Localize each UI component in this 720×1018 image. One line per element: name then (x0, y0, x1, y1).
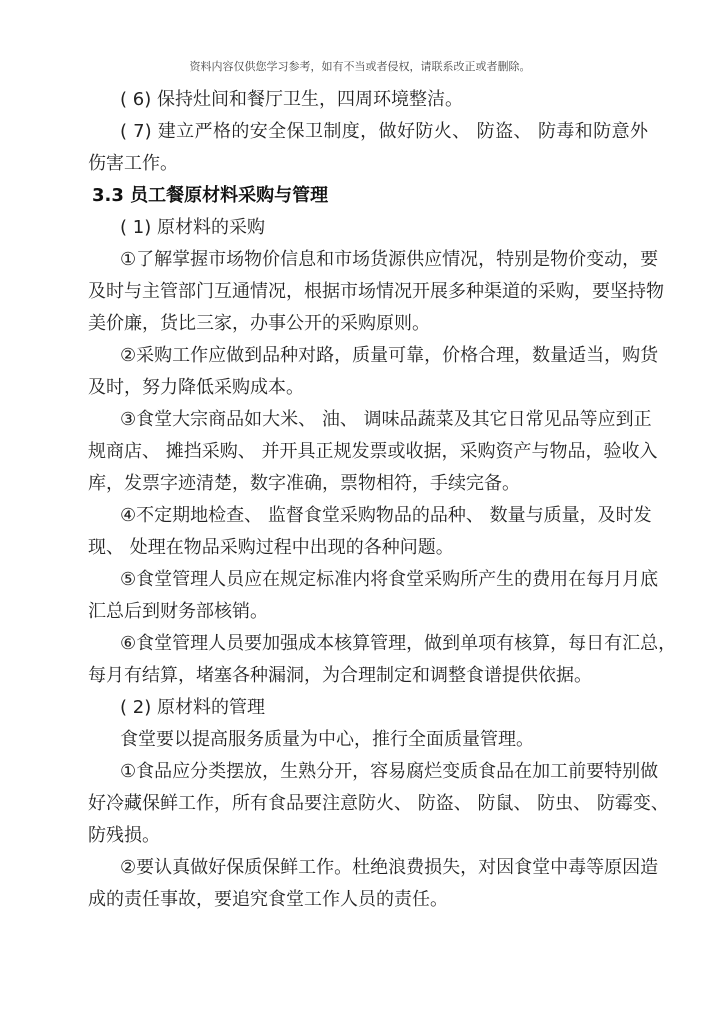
text-line: ③食堂大宗商品如大米、 油、 调味品蔬菜及其它日常见品等应到正 (120, 409, 652, 430)
text-line: ②采购工作应做到品种对路，质量可靠，价格合理，数量适当，购货 (120, 345, 659, 366)
paragraph (88, 852, 659, 916)
heading-text: 3.3 员工餐原材料采购与管理 (92, 185, 329, 206)
text-line: ④不定期地检查、 监督食堂采购物品的品种、 数量与质量，及时发 (120, 505, 652, 526)
text-line: 库，发票字迹清楚，数字准确，票物相符，手续完备。 (88, 473, 520, 494)
paragraph (88, 564, 659, 628)
text-line: 汇总后到财务部核销。 (88, 601, 268, 622)
text-line: 伤害工作。 (88, 153, 178, 174)
text-line: ⑤食堂管理人员应在规定标准内将食堂采购所产生的费用在每月月底 (120, 569, 659, 590)
paragraph (88, 404, 658, 500)
paragraph (88, 692, 648, 724)
text-line: ⑥食堂管理人员要加强成本核算管理，做到单项有核算，每日有汇总， (120, 633, 677, 654)
text-line: 及时，努力降低采购成本。 (88, 377, 304, 398)
paragraph (88, 500, 652, 564)
paragraph (88, 340, 659, 404)
text-line: ( 6) 保持灶间和餐厅卫生，四周环境整洁。 (120, 89, 463, 110)
text-line: 现、 处理在物品采购过程中出现的各种问题。 (88, 537, 454, 558)
paragraph (88, 212, 648, 244)
section-heading (88, 180, 648, 212)
text-line: ( 7) 建立严格的安全保卫制度，做好防火、 防盗、 防毒和防意外 (120, 121, 648, 142)
text-line: 美价廉，货比三家，办事公开的采购原则。 (88, 313, 430, 334)
text-line: ( 1) 原材料的采购 (120, 217, 265, 238)
text-line: 每月有结算，堵塞各种漏洞，为合理制定和调整食谱提供依据。 (88, 665, 592, 686)
text-line: 规商店、 摊挡采购、 并开具正规发票或收据，采购资产与物品，验收入 (88, 441, 658, 462)
text-line: 好冷藏保鲜工作，所有食品要注意防火、 防盗、 防鼠、 防虫、 防霉变、 (88, 793, 669, 814)
text-line: ②要认真做好保质保鲜工作。杜绝浪费损失，对因食堂中毒等原因造 (120, 857, 659, 878)
paragraph (88, 756, 669, 852)
paragraph (88, 116, 648, 180)
document-body (88, 84, 677, 916)
text-line: ①了解掌握市场物价信息和市场货源供应情况，特别是物价变动，要 (120, 249, 659, 270)
text-line: 防残损。 (88, 825, 160, 846)
paragraph (88, 84, 648, 116)
paragraph (88, 724, 648, 756)
watermark-disclaimer: 资料内容仅供您学习参考，如有不当或者侵权，请联系改正或者删除。 (189, 60, 531, 73)
text-line: 成的责任事故，要追究食堂工作人员的责任。 (88, 889, 448, 910)
text-line: 及时与主管部门互通情况，根据市场情况开展多种渠道的采购，要坚持物 (88, 281, 664, 302)
text-line: ( 2) 原材料的管理 (120, 697, 265, 718)
paragraph (88, 628, 677, 692)
paragraph (88, 244, 664, 340)
text-line: 食堂要以提高服务质量为中心，推行全面质量管理。 (120, 729, 534, 750)
text-line: ①食品应分类摆放，生熟分开，容易腐烂变质食品在加工前要特别做 (120, 761, 659, 782)
